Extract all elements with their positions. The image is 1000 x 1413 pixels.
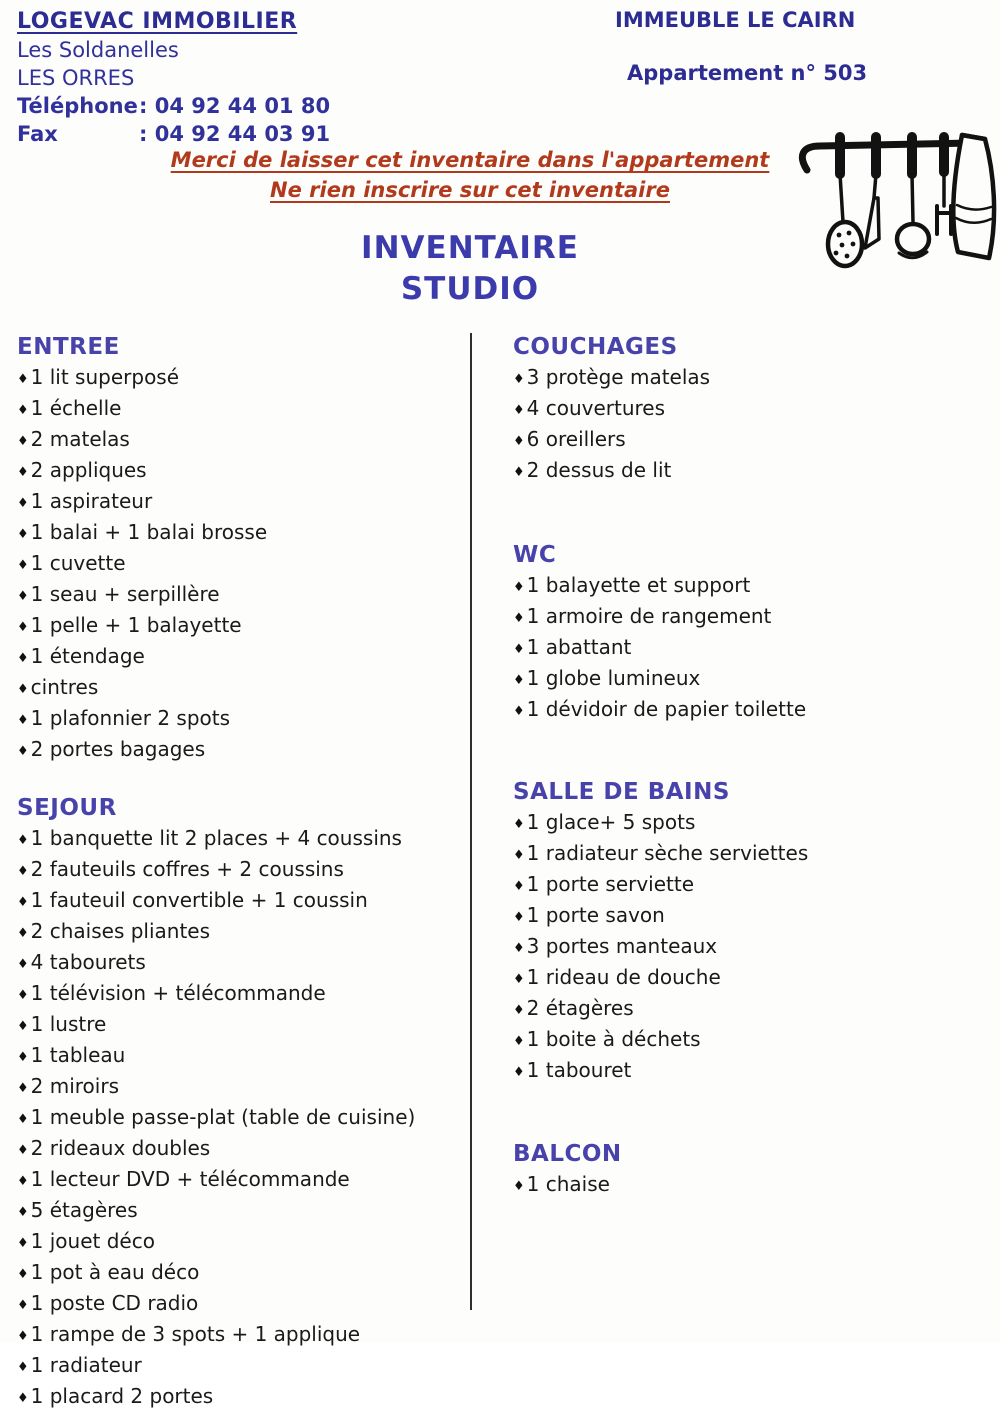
inventory-item	[17, 394, 462, 425]
page-title	[0, 228, 940, 310]
inventory-item-text: 1 étendage	[30, 644, 145, 668]
inventory-item-text: 1 fauteuil convertible + 1 coussin	[30, 888, 368, 912]
fax-label: Fax	[17, 122, 58, 146]
bullet-diamond-icon: ♦	[17, 957, 29, 972]
inventory-item	[513, 839, 993, 870]
section-heading-couchages: COUCHAGES	[513, 334, 678, 360]
inventory-item	[17, 363, 462, 394]
inventory-item	[17, 425, 462, 456]
inventory-item-text: 2 chaises pliantes	[30, 919, 211, 943]
inventory-item-text: 2 dessus de lit	[526, 458, 672, 482]
inventory-item-text: 1 chaise	[526, 1172, 610, 1196]
section-heading-sejour: SEJOUR	[17, 795, 117, 821]
inventory-item	[17, 518, 462, 549]
inventory-item-text: 1 dévidoir de papier toilette	[526, 697, 807, 721]
section-sejour	[17, 794, 462, 1413]
apartment-number: Appartement n° 503	[627, 61, 868, 85]
inventory-item-text: 1 rampe de 3 spots + 1 applique	[30, 1322, 361, 1346]
phone-row	[17, 92, 330, 120]
address-line-2: LES ORRES	[17, 66, 135, 90]
inventory-item-text: 1 plafonnier 2 spots	[30, 706, 231, 730]
bullet-diamond-icon: ♦	[17, 1143, 29, 1158]
inventory-item-text: 1 placard 2 portes	[30, 1384, 214, 1408]
bullet-diamond-icon: ♦	[17, 1236, 29, 1251]
inventory-item-text: 6 oreillers	[526, 427, 626, 451]
bullet-diamond-icon: ♦	[513, 372, 525, 387]
inventory-item	[513, 664, 993, 695]
inventory-item-text: cintres	[30, 675, 99, 699]
inventory-item	[17, 1289, 462, 1320]
inventory-item	[17, 886, 462, 917]
inventory-item-text: 1 tabouret	[526, 1058, 632, 1082]
bullet-diamond-icon: ♦	[17, 1267, 29, 1282]
bullet-diamond-icon: ♦	[513, 879, 525, 894]
building-header	[615, 8, 867, 85]
fax-number: : 04 92 44 03 91	[139, 122, 331, 146]
inventory-item	[17, 735, 462, 766]
inventory-item-text: 1 pelle + 1 balayette	[30, 613, 242, 637]
inventory-item-text: 1 rideau de douche	[526, 965, 721, 989]
bullet-diamond-icon: ♦	[17, 1360, 29, 1375]
section-wc	[513, 541, 993, 726]
bullet-diamond-icon: ♦	[17, 1329, 29, 1344]
bullet-diamond-icon: ♦	[513, 1034, 525, 1049]
inventory-item-text: 1 banquette lit 2 places + 4 coussins	[30, 826, 402, 850]
inventory-item-text: 1 porte serviette	[526, 872, 695, 896]
inventory-item	[17, 917, 462, 948]
inventory-item-text: 1 balayette et support	[526, 573, 751, 597]
inventory-item-text: 1 échelle	[30, 396, 122, 420]
bullet-diamond-icon: ♦	[17, 496, 29, 511]
inventory-item-text: 1 radiateur	[30, 1353, 142, 1377]
inventory-item	[17, 580, 462, 611]
bullet-diamond-icon: ♦	[513, 1179, 525, 1194]
bullet-diamond-icon: ♦	[513, 673, 525, 688]
inventory-item-text: 1 lustre	[30, 1012, 107, 1036]
bullet-diamond-icon: ♦	[17, 833, 29, 848]
inventory-item-text: 1 cuvette	[30, 551, 126, 575]
bullet-diamond-icon: ♦	[17, 403, 29, 418]
inventory-item-text: 1 globe lumineux	[526, 666, 701, 690]
inventory-item-text: 1 porte savon	[526, 903, 665, 927]
section-entree	[17, 333, 462, 766]
inventory-item-text: 1 jouet déco	[30, 1229, 155, 1253]
bullet-diamond-icon: ♦	[17, 465, 29, 480]
inventory-item	[513, 963, 993, 994]
bullet-diamond-icon: ♦	[17, 682, 29, 697]
inventory-item-text: 2 rideaux doubles	[30, 1136, 211, 1160]
inventory-item-text: 1 aspirateur	[30, 489, 153, 513]
inventory-item-text: 2 matelas	[30, 427, 130, 451]
inventory-item-text: 1 poste CD radio	[30, 1291, 199, 1315]
bullet-diamond-icon: ♦	[17, 620, 29, 635]
right-column	[513, 333, 993, 1201]
bullet-diamond-icon: ♦	[17, 558, 29, 573]
bullet-diamond-icon: ♦	[513, 704, 525, 719]
bullet-diamond-icon: ♦	[17, 713, 29, 728]
inventory-item-text: 1 armoire de rangement	[526, 604, 772, 628]
inventory-item-text: 2 appliques	[30, 458, 147, 482]
bullet-diamond-icon: ♦	[513, 1065, 525, 1080]
building-name: IMMEUBLE LE CAIRN	[615, 8, 856, 32]
fax-row	[17, 120, 330, 148]
title-line-2: STUDIO	[400, 271, 540, 307]
inventory-item	[513, 602, 993, 633]
bullet-diamond-icon: ♦	[17, 926, 29, 941]
left-column	[17, 333, 462, 1413]
inventory-item	[17, 611, 462, 642]
bullet-diamond-icon: ♦	[17, 1081, 29, 1096]
inventory-item	[17, 1227, 462, 1258]
inventory-item-text: 1 glace+ 5 spots	[526, 810, 696, 834]
inventory-item	[513, 1025, 993, 1056]
inventory-item	[17, 1258, 462, 1289]
title-line-1: INVENTAIRE	[361, 230, 579, 266]
inventory-item-text: 1 seau + serpillère	[30, 582, 220, 606]
inventory-item	[17, 855, 462, 886]
inventory-item-text: 1 lecteur DVD + télécommande	[30, 1167, 350, 1191]
inventory-item	[513, 695, 993, 726]
inventory-item-text: 3 portes manteaux	[526, 934, 718, 958]
inventory-item-text: 1 balai + 1 balai brosse	[30, 520, 268, 544]
inventory-item-text: 4 couvertures	[526, 396, 666, 420]
inventory-item	[513, 808, 993, 839]
phone-label: Téléphone	[17, 94, 138, 118]
bullet-diamond-icon: ♦	[513, 910, 525, 925]
bullet-diamond-icon: ♦	[513, 848, 525, 863]
inventory-item	[513, 1056, 993, 1087]
inventory-item-text: 3 protège matelas	[526, 365, 711, 389]
bullet-diamond-icon: ♦	[513, 403, 525, 418]
section-balcon	[513, 1140, 993, 1201]
bullet-diamond-icon: ♦	[513, 611, 525, 626]
inventory-item	[17, 1165, 462, 1196]
inventory-item	[513, 363, 993, 394]
section-salle-de-bains	[513, 778, 993, 1087]
bullet-diamond-icon: ♦	[513, 580, 525, 595]
inventory-item	[17, 642, 462, 673]
section-heading-entree: ENTREE	[17, 334, 120, 360]
bullet-diamond-icon: ♦	[17, 651, 29, 666]
bullet-diamond-icon: ♦	[17, 1205, 29, 1220]
inventory-item-text: 5 étagères	[30, 1198, 138, 1222]
inventory-item	[17, 1320, 462, 1351]
inventory-item	[513, 425, 993, 456]
inventory-item-text: 2 fauteuils coffres + 2 coussins	[30, 857, 344, 881]
bullet-diamond-icon: ♦	[513, 1003, 525, 1018]
inventory-item	[17, 1382, 462, 1413]
phone-number: : 04 92 44 01 80	[139, 94, 331, 118]
inventory-item	[17, 1010, 462, 1041]
section-heading-wc: WC	[513, 542, 557, 568]
bullet-diamond-icon: ♦	[17, 527, 29, 542]
inventory-item	[513, 932, 993, 963]
inventory-item	[513, 394, 993, 425]
inventory-item	[17, 456, 462, 487]
bullet-diamond-icon: ♦	[17, 434, 29, 449]
bullet-diamond-icon: ♦	[17, 1019, 29, 1034]
bullet-diamond-icon: ♦	[17, 1391, 29, 1406]
inventory-item	[513, 901, 993, 932]
inventory-item	[17, 1072, 462, 1103]
bullet-diamond-icon: ♦	[17, 895, 29, 910]
inventory-item	[17, 673, 462, 704]
bullet-diamond-icon: ♦	[17, 1298, 29, 1313]
inventory-item-text: 2 étagères	[526, 996, 634, 1020]
inventory-item-text: 2 miroirs	[30, 1074, 119, 1098]
bullet-diamond-icon: ♦	[17, 1174, 29, 1189]
bullet-diamond-icon: ♦	[513, 642, 525, 657]
section-heading-salle-de-bains: SALLE DE BAINS	[513, 779, 730, 805]
inventory-item	[17, 1351, 462, 1382]
inventory-item	[17, 824, 462, 855]
bullet-diamond-icon: ♦	[17, 1112, 29, 1127]
inventory-item-text: 1 boite à déchets	[526, 1027, 701, 1051]
inventory-item-text: 1 lit superposé	[30, 365, 180, 389]
bullet-diamond-icon: ♦	[17, 589, 29, 604]
inventory-item-text: 1 pot à eau déco	[30, 1260, 200, 1284]
inventory-item	[17, 1103, 462, 1134]
inventory-item	[17, 487, 462, 518]
inventory-item	[513, 870, 993, 901]
inventory-item	[513, 571, 993, 602]
inventory-item	[17, 979, 462, 1010]
inventory-item-text: 1 tableau	[30, 1043, 126, 1067]
inventory-item-text: 4 tabourets	[30, 950, 146, 974]
bullet-diamond-icon: ♦	[513, 434, 525, 449]
company-name: LOGEVAC IMMOBILIER	[17, 9, 298, 34]
inventory-item	[513, 633, 993, 664]
address-line-1: Les Soldanelles	[17, 38, 179, 62]
bullet-diamond-icon: ♦	[513, 972, 525, 987]
inventory-item-text: 1 meuble passe-plat (table de cuisine)	[30, 1105, 416, 1129]
bullet-diamond-icon: ♦	[17, 744, 29, 759]
inventory-item-text: 1 radiateur sèche serviettes	[526, 841, 809, 865]
inventory-item	[513, 456, 993, 487]
inventory-item-text: 1 télévision + télécommande	[30, 981, 326, 1005]
inventory-item	[513, 1170, 993, 1201]
section-couchages	[513, 333, 993, 487]
bullet-diamond-icon: ♦	[17, 1050, 29, 1065]
bullet-diamond-icon: ♦	[17, 864, 29, 879]
agency-header	[17, 8, 330, 148]
inventory-item	[513, 994, 993, 1025]
bullet-diamond-icon: ♦	[513, 941, 525, 956]
inventory-item	[17, 549, 462, 580]
bullet-diamond-icon: ♦	[513, 465, 525, 480]
column-divider	[470, 333, 472, 1310]
inventory-item	[17, 704, 462, 735]
inventory-item-text: 2 portes bagages	[30, 737, 206, 761]
inventory-item	[17, 1196, 462, 1227]
inventory-item-text: 1 abattant	[526, 635, 632, 659]
bullet-diamond-icon: ♦	[17, 988, 29, 1003]
inventory-item	[17, 948, 462, 979]
bullet-diamond-icon: ♦	[513, 817, 525, 832]
section-heading-balcon: BALCON	[513, 1141, 622, 1167]
notice-line-1: Merci de laisser cet inventaire dans l'appartement	[170, 148, 770, 172]
inventory-item	[17, 1134, 462, 1165]
inventory-item	[17, 1041, 462, 1072]
notice-line-2: Ne rien inscrire sur cet inventaire	[270, 178, 670, 202]
bullet-diamond-icon: ♦	[17, 372, 29, 387]
